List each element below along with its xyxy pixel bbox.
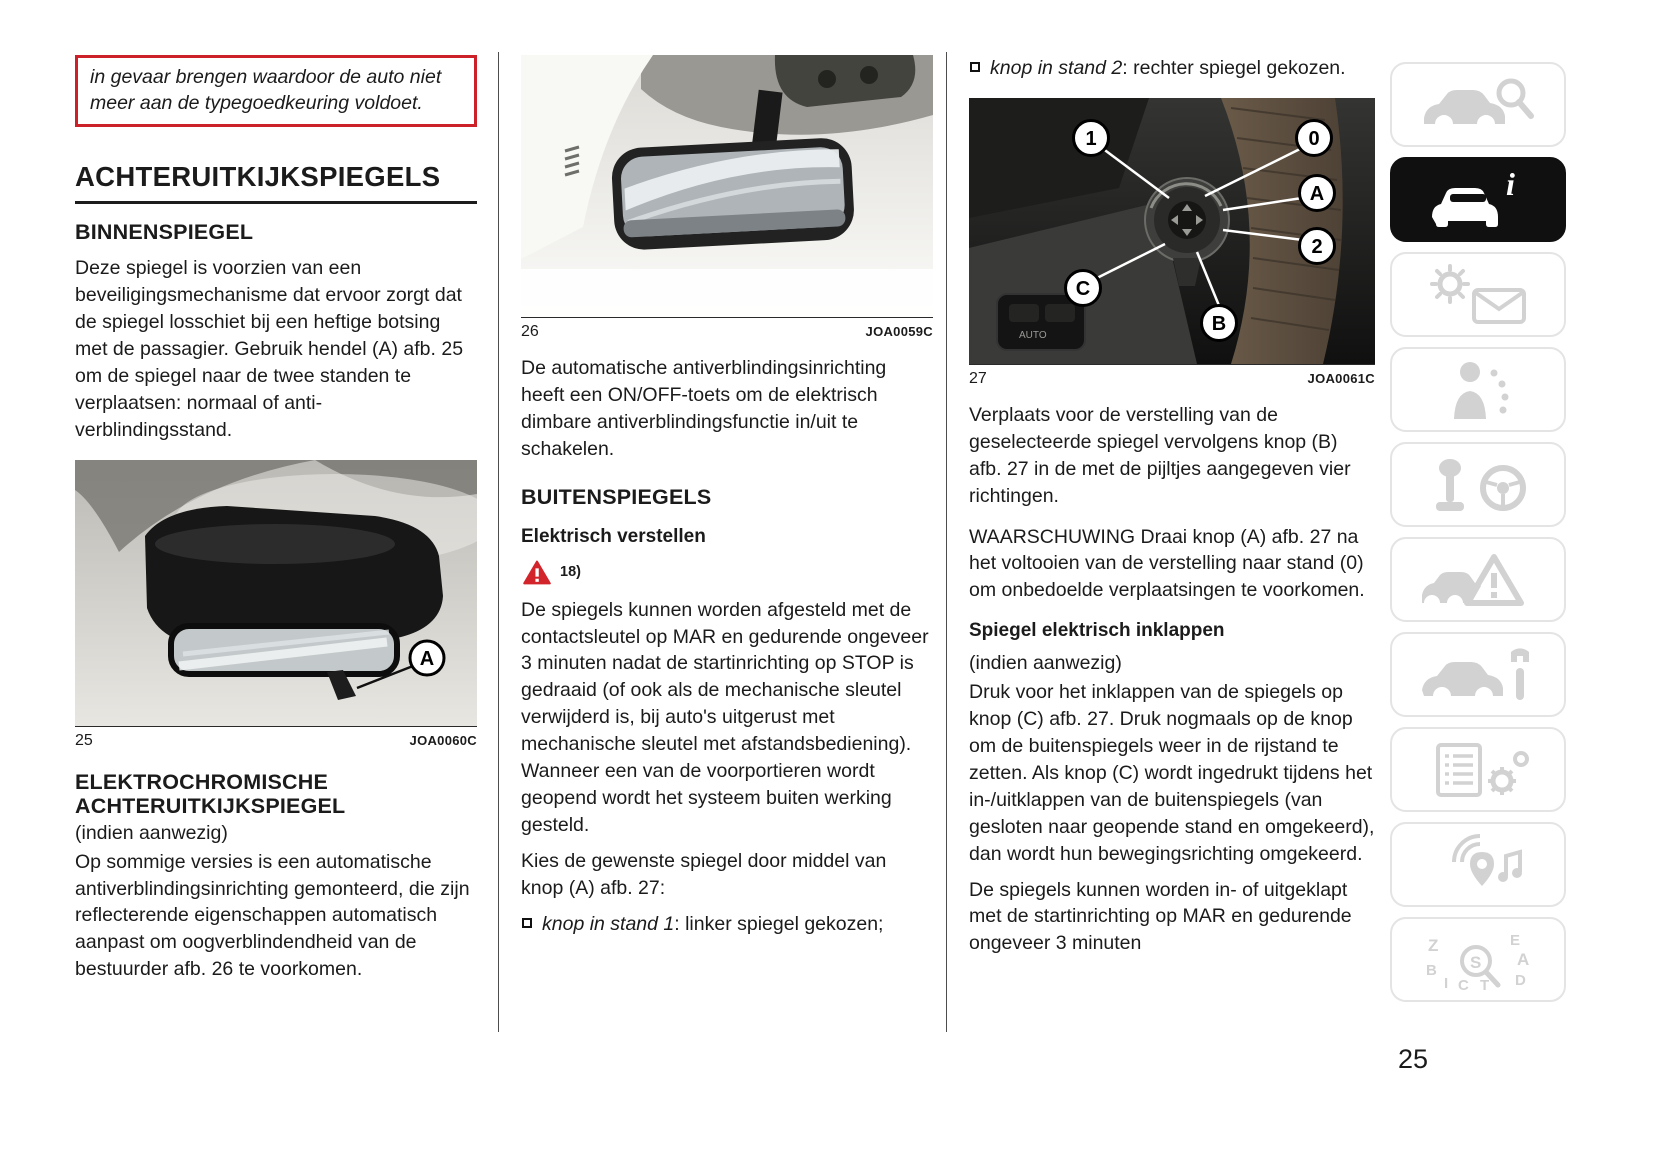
fig27-callout-2: 2 [1311, 235, 1323, 258]
subheading-elektrisch-verstellen: Elektrisch verstellen [521, 525, 706, 547]
warning-reference-number: 18) [560, 564, 581, 581]
svg-text:D: D [1515, 971, 1526, 989]
multimedia-icon [1417, 832, 1539, 898]
bullet-stand-2-text: knop in stand 2: rechter spiegel gekozen. [990, 57, 1346, 79]
subheading-elektrochromische: ELEKTROCHROMISCHE ACHTERUITKIJKSPIEGEL [75, 769, 346, 818]
figure-27-caption [969, 364, 1375, 388]
figure-25-image [75, 460, 477, 726]
middle-column [521, 55, 933, 948]
svg-text:I: I [1444, 974, 1449, 992]
inklappen-paragraph-1: Druk voor het inklappen van de spiegels op knop (C) afb. 27. Druk nogmaals op de knop om de buitenspiegels weer in de rijstand te zetten. Als knop (C) wordt ingedrukt tijdens het in-/uitklappen van de buitenspiegels (van gesloten naar geopende stand en omgekeerd), dan wordt hun bewegingsrichting omgekeerd. [969, 681, 1375, 865]
section-heading-achteruitkijkspiegels: ACHTERUITKIJKSPIEGELS [75, 161, 477, 204]
figure-26-number: 26 [521, 323, 539, 340]
index-icon [1417, 927, 1539, 993]
sidebar-tab-car-info-active[interactable] [1390, 157, 1566, 242]
section-icon-sidebar [1390, 62, 1566, 1012]
figure-27 [969, 98, 1375, 388]
left-column [75, 55, 477, 992]
sidebar-tab-vehicle-overview[interactable] [1390, 62, 1566, 147]
square-bullet-icon [970, 62, 980, 72]
occupant-safety-icon [1417, 357, 1539, 423]
figure-25-code: JOA0060C [409, 732, 477, 748]
figure-26 [521, 55, 933, 341]
subheading-binnenspiegel: BINNENSPIEGEL [75, 220, 254, 245]
kies-spiegel-paragraph: Kies de gewenste spiegel door middel van knop (A) afb. 27: [521, 849, 887, 899]
emergency-icon [1417, 547, 1539, 613]
bullet-stand-2 [969, 55, 1375, 82]
svg-text:i: i [1506, 166, 1515, 202]
sidebar-tab-index[interactable] [1390, 917, 1566, 1002]
sidebar-tab-starting-driving[interactable] [1390, 442, 1566, 527]
car-search-icon [1417, 72, 1539, 138]
bullet-stand-1 [521, 911, 933, 938]
warning-triangle-icon [523, 560, 551, 585]
fig25-callout-a: A [419, 647, 435, 670]
fig27-callout-a: A [1309, 182, 1325, 205]
column-divider-left [498, 52, 499, 1032]
figure-27-code: JOA0061C [1307, 370, 1375, 386]
svg-text:T: T [1480, 976, 1490, 993]
fig27-callout-c: C [1075, 277, 1091, 300]
sidebar-tab-technical-data[interactable] [1390, 727, 1566, 812]
verplaats-paragraph: Verplaats voor de verstelling van de geselecteerde spiegel vervolgens knop (B) afb. 27 in de met de pijltjes aangegeven vier richtingen. [969, 403, 1351, 507]
sidebar-tab-safety[interactable] [1390, 347, 1566, 432]
maintenance-icon [1417, 642, 1539, 708]
warning-reference-row [523, 560, 933, 585]
square-bullet-icon [522, 918, 532, 928]
page-number: 25 [1398, 1044, 1429, 1074]
verstellen-paragraph: De spiegels kunnen worden afgesteld met de contactsleutel op MAR en gedurende ongeveer 3 minuten nadat de startinrichting op STOP is gedraaid (of ook als de mechanische sleutel verwijderd is, bij auto's uitgerust met mechanische sleutel met afstandsbediening). Wanneer een van de voorportieren wordt geopend wordt het systeem buiten werking gesteld. [521, 598, 929, 836]
bullet-stand-1-text: knop in stand 1: linker spiegel gekozen; [542, 912, 884, 935]
figure-25 [75, 460, 477, 750]
figure-25-caption [75, 726, 477, 750]
sidebar-tab-warning-lights[interactable] [1390, 252, 1566, 337]
binnenspiegel-paragraph: Deze spiegel is voorzien van een beveiligingsmechanisme dat ervoor zorgt dat de spiegel losschiet bij een heftige botsing met de passagier. Gebruik hendel (A) afb. 25 om de spiegel naar de twee standen te verplaatsen: normaal of anti-verblindingsstand. [75, 257, 464, 441]
subheading-spiegel-inklappen: Spiegel elektrisch inklappen [969, 620, 1225, 642]
type-approval-warning-box [75, 55, 477, 127]
inklappen-paragraph-2: De spiegels kunnen worden in- of uitgeklapt met de startinrichting op MAR en gedurende ongeveer 3 minuten [969, 878, 1352, 955]
figure-26-caption [521, 317, 933, 341]
elektrochromisch-paragraph: Op sommige versies is een automatische antiverblindingsinrichting gemonteerd, die zijn reflecterende eigenschappen automatisch aanpast om oogverblindendheid van de bestuurder afb. 26 te voorkomen. [75, 850, 470, 981]
figure-26-code: JOA0059C [865, 324, 933, 339]
fig27-callout-b: B [1211, 312, 1227, 335]
car-info-icon [1417, 167, 1539, 233]
starting-driving-icon [1417, 452, 1539, 518]
type-approval-warning-text: in gevaar brengen waardoor de auto niet meer aan de typegoedkeuring voldoet. [90, 66, 442, 115]
sidebar-tab-maintenance[interactable] [1390, 632, 1566, 717]
svg-text:C: C [1458, 976, 1469, 993]
figure-25-number: 25 [75, 731, 93, 749]
right-column [969, 55, 1375, 966]
sidebar-tab-emergency[interactable] [1390, 537, 1566, 622]
warning-lights-messages-icon [1417, 262, 1539, 328]
onoff-paragraph: De automatische antiverblindingsinrichting heeft een ON/OFF-toets om de elektrisch dimbare antiverblindingsfunctie in/uit te schakelen. [521, 357, 887, 460]
svg-text:Z: Z [1428, 935, 1439, 955]
fig27-callout-0: 0 [1308, 127, 1320, 150]
figure-27-number: 27 [969, 369, 987, 387]
svg-text:A: A [1517, 949, 1530, 969]
column-divider-right [946, 52, 947, 1032]
figure-26-image [521, 55, 933, 317]
waarschuwing-paragraph: WAARSCHUWING Draai knop (A) afb. 27 na het voltooien van de verstelling naar stand (0) om onbedoelde verplaatsingen te voorkomen. [969, 525, 1365, 602]
svg-text:E: E [1510, 931, 1521, 949]
sidebar-tab-multimedia[interactable] [1390, 822, 1566, 907]
figure-27-image [969, 98, 1375, 364]
svg-text:S: S [1470, 952, 1482, 972]
inklappen-availability-note: (indien aanwezig) [969, 652, 1122, 675]
technical-data-icon [1417, 737, 1539, 803]
subheading-buitenspiegels: BUITENSPIEGELS [521, 484, 712, 509]
fig27-auto-label: AUTO [1019, 329, 1047, 341]
fig27-callout-1: 1 [1085, 127, 1097, 150]
svg-text:B: B [1426, 961, 1437, 979]
elektrochromisch-availability-note: (indien aanwezig) [75, 821, 228, 844]
